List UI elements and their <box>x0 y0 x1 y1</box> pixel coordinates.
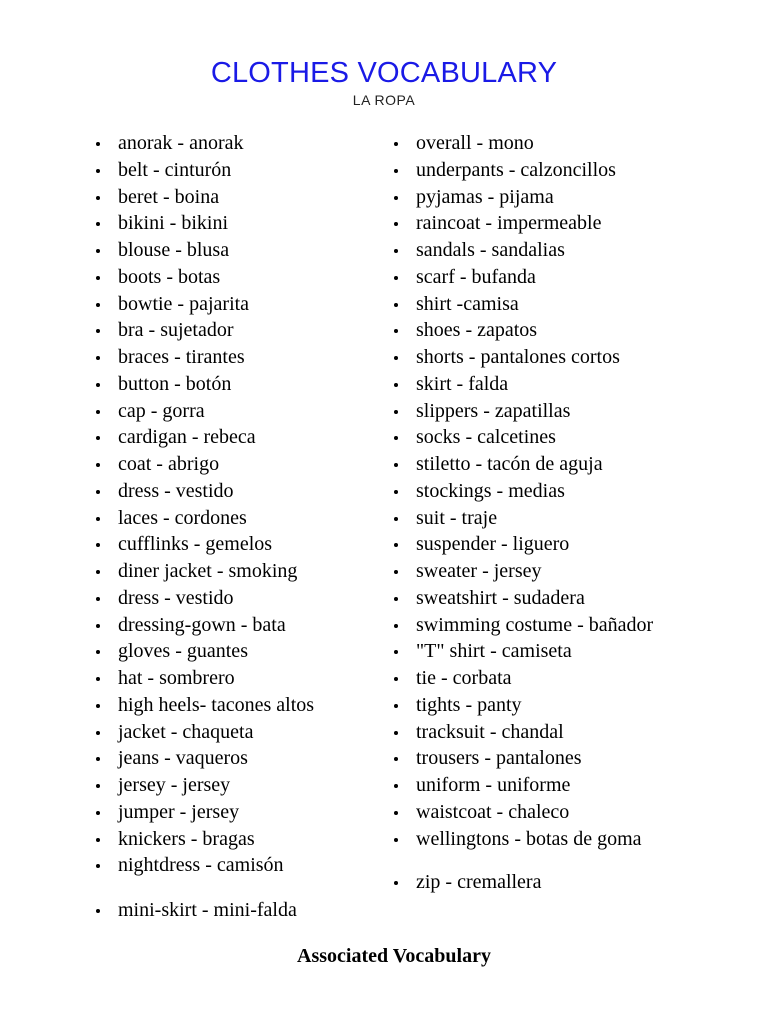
list-item: hat - sombrero <box>90 665 314 692</box>
list-item: sweatshirt - sudadera <box>388 585 653 612</box>
list-item: waistcoat - chaleco <box>388 799 653 826</box>
list-item: cufflinks - gemelos <box>90 531 314 558</box>
list-item: suspender - liguero <box>388 531 653 558</box>
list-item: socks - calcetines <box>388 424 653 451</box>
list-item: scarf - bufanda <box>388 264 653 291</box>
list-item: dressing-gown - bata <box>90 612 314 639</box>
list-item: overall - mono <box>388 130 653 157</box>
list-item: shoes - zapatos <box>388 317 653 344</box>
list-item: jeans - vaqueros <box>90 745 314 772</box>
list-item: underpants - calzoncillos <box>388 157 653 184</box>
list-item: jersey - jersey <box>90 772 314 799</box>
list-item: tights - panty <box>388 692 653 719</box>
list-item: laces - cordones <box>90 505 314 532</box>
list-item: bikini - bikini <box>90 210 314 237</box>
list-item: braces - tirantes <box>90 344 314 371</box>
list-item: coat - abrigo <box>90 451 314 478</box>
page-subtitle: LA ROPA <box>352 92 416 108</box>
list-item: stockings - medias <box>388 478 653 505</box>
vocabulary-list-right <box>388 130 653 852</box>
list-item: swimming costume - bañador <box>388 612 653 639</box>
list-item: raincoat - impermeable <box>388 210 653 237</box>
list-item: sweater - jersey <box>388 558 653 585</box>
list-item: shirt -camisa <box>388 291 653 318</box>
list-item: cardigan - rebeca <box>90 424 314 451</box>
list-item: shorts - pantalones cortos <box>388 344 653 371</box>
list-item: mini-skirt - mini-falda <box>90 897 297 924</box>
list-item: cap - gorra <box>90 398 314 425</box>
list-item: nightdress - camisón <box>90 852 314 879</box>
list-item: skirt - falda <box>388 371 653 398</box>
list-item: jacket - chaqueta <box>90 719 314 746</box>
list-item: button - botón <box>90 371 314 398</box>
list-item: gloves - guantes <box>90 638 314 665</box>
list-item: trousers - pantalones <box>388 745 653 772</box>
section-heading: Associated Vocabulary <box>297 945 491 967</box>
list-item: dress - vestido <box>90 585 314 612</box>
list-item: uniform - uniforme <box>388 772 653 799</box>
list-item: blouse - blusa <box>90 237 314 264</box>
list-item: wellingtons - botas de goma <box>388 826 653 853</box>
vocabulary-list-right-extra <box>388 869 541 896</box>
list-item: diner jacket - smoking <box>90 558 314 585</box>
vocabulary-list-left <box>90 130 314 879</box>
list-item: knickers - bragas <box>90 826 314 853</box>
list-item: dress - vestido <box>90 478 314 505</box>
list-item: anorak - anorak <box>90 130 314 157</box>
list-item: sandals - sandalias <box>388 237 653 264</box>
list-item: "T" shirt - camiseta <box>388 638 653 665</box>
list-item: beret - boina <box>90 184 314 211</box>
list-item: belt - cinturón <box>90 157 314 184</box>
list-item: high heels- tacones altos <box>90 692 314 719</box>
list-item: bra - sujetador <box>90 317 314 344</box>
list-item: slippers - zapatillas <box>388 398 653 425</box>
list-item: suit - traje <box>388 505 653 532</box>
list-item: stiletto - tacón de aguja <box>388 451 653 478</box>
list-item: tie - corbata <box>388 665 653 692</box>
vocabulary-list-left-extra <box>90 897 297 924</box>
list-item: tracksuit - chandal <box>388 719 653 746</box>
list-item: boots - botas <box>90 264 314 291</box>
page-title: CLOTHES VOCABULARY <box>210 57 558 89</box>
list-item: jumper - jersey <box>90 799 314 826</box>
list-item: pyjamas - pijama <box>388 184 653 211</box>
list-item: zip - cremallera <box>388 869 541 896</box>
list-item: bowtie - pajarita <box>90 291 314 318</box>
